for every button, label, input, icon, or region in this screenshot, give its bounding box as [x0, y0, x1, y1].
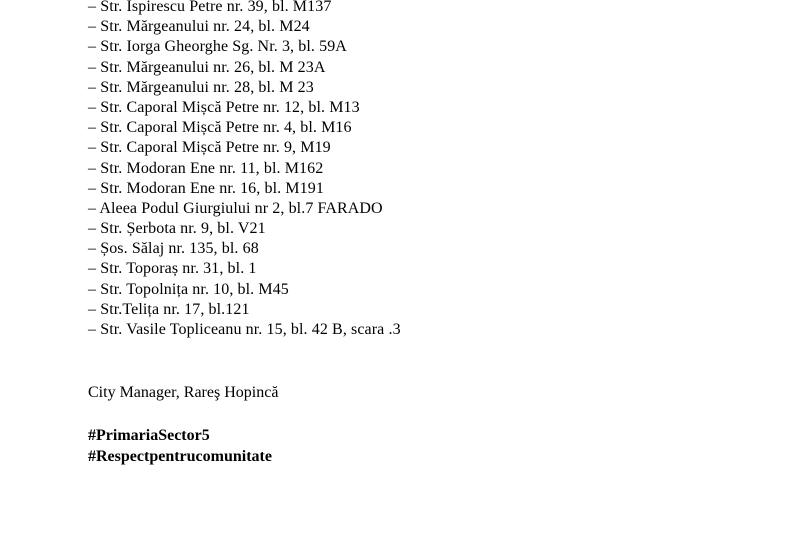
address-item: – Str. Modoran Ene nr. 11, bl. M162: [88, 159, 324, 177]
address-item: – Str. Mărgeanului nr. 24, bl. M24: [88, 18, 310, 36]
hashtag-primaria: #PrimariaSector5: [88, 427, 210, 444]
address-item: – Str. Vasile Topliceanu nr. 15, bl. 42 B, scara .3: [88, 321, 401, 338]
address-item: – Str. Ispirescu Petre nr. 39, bl. M137: [88, 0, 332, 15]
address-item: – Str. Topolnița nr. 10, bl. M45: [88, 280, 289, 298]
address-item: – Str. Caporal Mișcă Petre nr. 4, bl. M16: [88, 119, 352, 137]
address-item: – Str. Mărgeanului nr. 26, bl. M 23A: [88, 58, 326, 76]
address-item: – Str. Iorga Gheorghe Sg. Nr. 3, bl. 59A: [88, 38, 347, 56]
address-item: – Șos. Sălaj nr. 135, bl. 68: [88, 240, 259, 258]
signature-line: City Manager, Rareş Hopincă: [88, 384, 279, 401]
address-list: [88, 0, 401, 340]
address-item: – Aleea Podul Giurgiului nr 2, bl.7 FARADO: [88, 199, 383, 217]
address-item: – Str. Mărgeanului nr. 28, bl. M 23: [88, 78, 314, 96]
address-item: – Str. Toporaș nr. 31, bl. 1: [88, 260, 257, 278]
address-item: – Str. Modoran Ene nr. 16, bl. M191: [88, 179, 324, 197]
hashtag-block: [88, 425, 272, 467]
address-item: – Str. Șerbota nr. 9, bl. V21: [88, 220, 266, 238]
address-item: – Str.Telița nr. 17, bl.121: [88, 300, 250, 318]
address-item: – Str. Caporal Mișcă Petre nr. 12, bl. M13: [88, 98, 360, 116]
address-item: – Str. Caporal Mișcă Petre nr. 9, M19: [88, 139, 331, 157]
hashtag-respect: #Respectpentrucomunitate: [88, 448, 272, 465]
